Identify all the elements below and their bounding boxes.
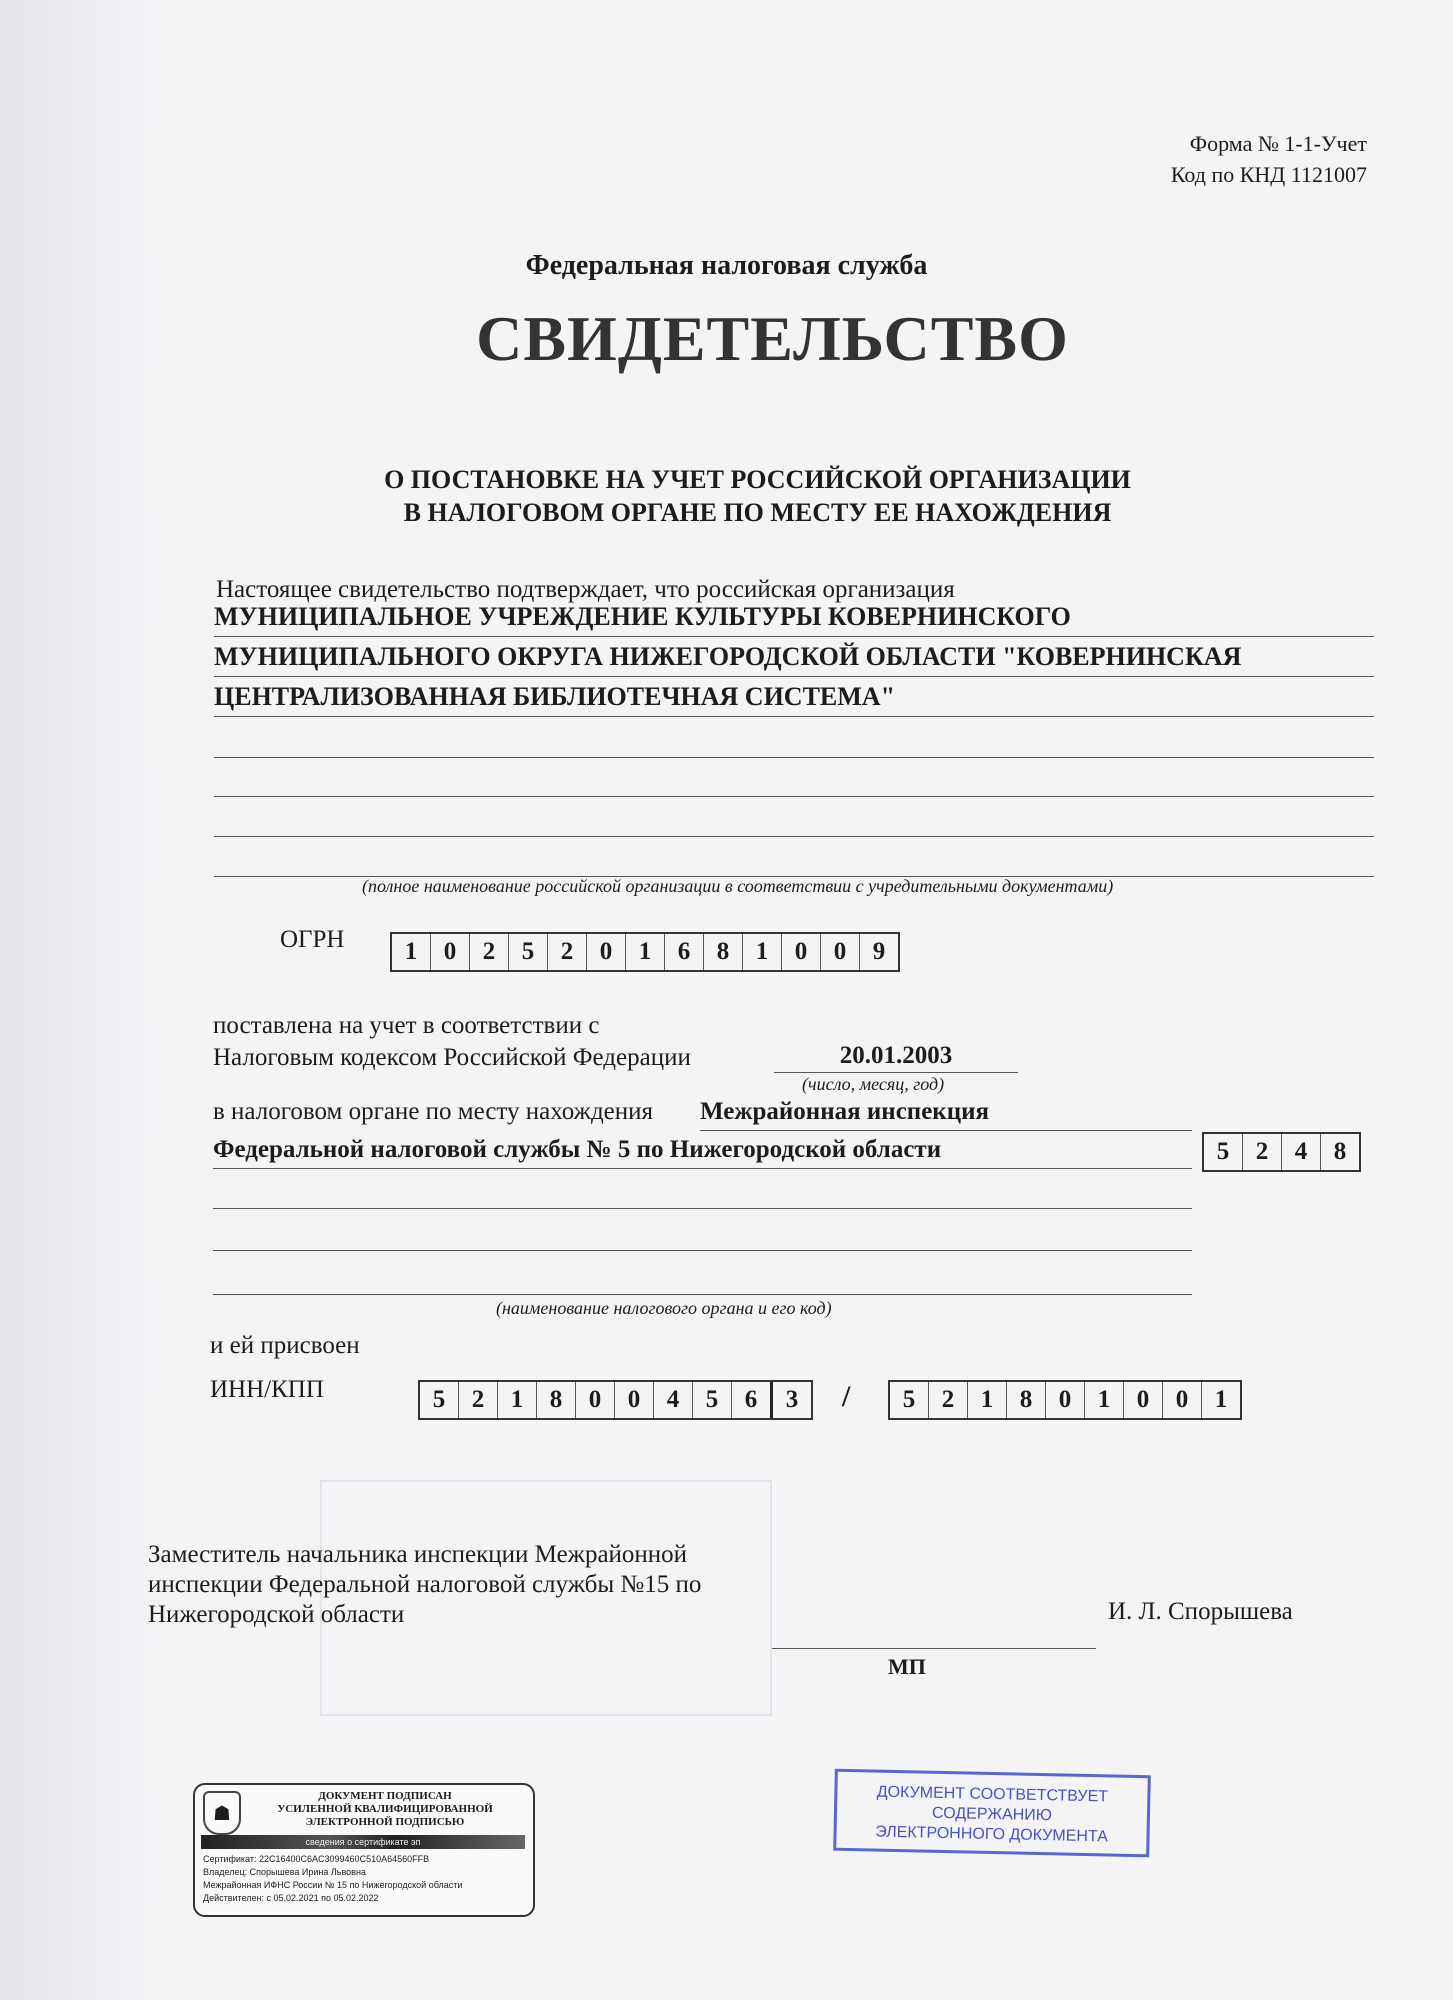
tax-office-code-grid xyxy=(1202,1132,1361,1172)
ogrn-digit: 0 xyxy=(781,934,820,970)
ogrn-digit: 1 xyxy=(404,938,418,965)
tax-office-code-digit: 4 xyxy=(1281,1134,1320,1170)
org-name-line-1: МУНИЦИПАЛЬНОЕ УЧРЕЖДЕНИЕ КУЛЬТУРЫ КОВЕРНИНСКОГО xyxy=(214,600,1374,637)
kpp-digit: 0 xyxy=(1162,1382,1201,1418)
esig-details xyxy=(203,1853,462,1905)
esig-heading-line: ДОКУМЕНТ ПОДПИСАН xyxy=(318,1790,452,1802)
blank-line xyxy=(214,757,1374,758)
document-title: СВИДЕТЕЛЬСТВО xyxy=(476,303,1069,374)
date-caption: (число, месяц, год) xyxy=(802,1074,945,1094)
signer-position-line: Заместитель начальника инспекции Межрайонной xyxy=(148,1541,688,1568)
electronic-signature-block xyxy=(193,1783,535,1917)
ogrn-digit: 6 xyxy=(664,934,703,970)
kpp-digit: 0 xyxy=(1045,1382,1084,1418)
inn-digit: 5 xyxy=(432,1386,446,1413)
signer-position-line: инспекции Федеральной налоговой службы №15 по xyxy=(148,1571,702,1598)
subtitle-line-1: О ПОСТАНОВКЕ НА УЧЕТ РОССИЙСКОЙ ОРГАНИЗАЦИИ xyxy=(384,465,1131,494)
tax-office-code-digit: 8 xyxy=(1320,1134,1359,1170)
inn-grid xyxy=(418,1380,813,1420)
ogrn-digit: 1 xyxy=(742,934,781,970)
inn-digit: 0 xyxy=(614,1382,653,1418)
tax-office-prefix: в налоговом органе по месту нахождения xyxy=(213,1098,654,1125)
blank-line xyxy=(214,836,1374,837)
form-number: Форма № 1-1-Учет xyxy=(1189,131,1367,156)
kpp-digit: 1 xyxy=(967,1382,1006,1418)
knd-code: Код по КНД 1121007 xyxy=(1170,162,1367,187)
kpp-grid xyxy=(888,1380,1242,1420)
tax-office-code-digit: 2 xyxy=(1242,1134,1281,1170)
ogrn-digit: 0 xyxy=(820,934,859,970)
org-name-line-2: МУНИЦИПАЛЬНОГО ОКРУГА НИЖЕГОРОДСКОЙ ОБЛАСТИ "КОВЕРНИНСКАЯ xyxy=(214,640,1374,677)
ogrn-digit: 0 xyxy=(586,934,625,970)
stamp-line-2: ЭЛЕКТРОННОГО ДОКУМЕНТА xyxy=(875,1823,1109,1846)
kpp-digit: 1 xyxy=(1201,1382,1240,1418)
kpp-digit: 2 xyxy=(928,1382,967,1418)
owner-value: Спорышева Ирина Львовна xyxy=(249,1867,366,1877)
tax-office-line-1: Межрайонная инспекция xyxy=(700,1098,1192,1131)
kpp-digit: 1 xyxy=(1084,1382,1123,1418)
signer-position-line: Нижегородской области xyxy=(148,1601,405,1628)
cert-label: Сертификат: xyxy=(203,1854,257,1864)
blank-line xyxy=(213,1294,1192,1295)
ogrn-digit: 0 xyxy=(430,934,469,970)
intro-text: Настоящее свидетельство подтверждает, что российская организация xyxy=(216,576,955,603)
assigned-text: и ей присвоен xyxy=(210,1332,360,1359)
ogrn-digit: 5 xyxy=(508,934,547,970)
kpp-digit: 0 xyxy=(1123,1382,1162,1418)
inn-digit: 1 xyxy=(497,1382,536,1418)
scan-shading xyxy=(0,0,170,2000)
inn-digit: 2 xyxy=(458,1382,497,1418)
ogrn-digit: 1 xyxy=(625,934,664,970)
inn-digit: 8 xyxy=(536,1382,575,1418)
esig-heading xyxy=(245,1790,525,1829)
conformity-stamp xyxy=(833,1769,1151,1858)
signer-name: И. Л. Спорышева xyxy=(1108,1598,1293,1625)
inn-digit: 6 xyxy=(731,1382,770,1418)
emblem-icon: ☗ xyxy=(203,1791,241,1835)
inn-digit: 0 xyxy=(575,1382,614,1418)
issuer: Межрайонная ИФНС России № 15 по Нижегородской области xyxy=(203,1880,463,1890)
agency-name: Федеральная налоговая служба xyxy=(525,250,928,281)
inn-kpp-label: ИНН/КПП xyxy=(210,1376,324,1403)
blank-line xyxy=(213,1208,1192,1209)
inn-digit: 3 xyxy=(770,1382,811,1418)
registered-line-1: поставлена на учет в соответствии с xyxy=(213,1012,600,1039)
signer-position xyxy=(148,1540,701,1630)
esig-heading-line: УСИЛЕННОЙ КВАЛИФИЦИРОВАННОЙ xyxy=(277,1803,493,1815)
ogrn-digit: 9 xyxy=(859,934,898,970)
inn-digit: 5 xyxy=(692,1382,731,1418)
tax-office-code-digit: 5 xyxy=(1216,1138,1230,1165)
subtitle-line-2: В НАЛОГОВОМ ОРГАНЕ ПО МЕСТУ ЕЕ НАХОЖДЕНИЯ xyxy=(403,498,1112,527)
form-header xyxy=(1171,128,1367,190)
ogrn-digit: 8 xyxy=(703,934,742,970)
inn-digit: 4 xyxy=(653,1382,692,1418)
tax-office-line-2: Федеральной налоговой службы № 5 по Нижегородской области xyxy=(213,1136,1192,1169)
esig-bar: сведения о сертификате эп xyxy=(201,1835,525,1849)
registration-date: 20.01.2003 xyxy=(774,1042,1018,1073)
org-name-line-3: ЦЕНТРАЛИЗОВАННАЯ БИБЛИОТЕЧНАЯ СИСТЕМА" xyxy=(214,680,1374,717)
tax-office-caption: (наименование налогового органа и его код) xyxy=(496,1298,832,1318)
document-subtitle xyxy=(0,463,1453,529)
signature-line xyxy=(772,1648,1096,1649)
kpp-digit: 5 xyxy=(902,1386,916,1413)
stamp-line-1: ДОКУМЕНТ СООТВЕТСТВУЕТ СОДЕРЖАНИЮ xyxy=(876,1783,1109,1825)
org-name-caption: (полное наименование российской организации в соответствии с учредительными документами) xyxy=(362,876,1114,896)
blank-line xyxy=(213,1250,1192,1251)
kpp-digit: 8 xyxy=(1006,1382,1045,1418)
owner-label: Владелец: xyxy=(203,1867,248,1877)
valid-value: с 05.02.2021 по 05.02.2022 xyxy=(266,1893,379,1903)
registered-line-2: Налоговым кодексом Российской Федерации xyxy=(213,1044,691,1071)
mp-label: МП xyxy=(888,1654,926,1679)
valid-label: Действителен: xyxy=(203,1893,265,1903)
ogrn-digit: 2 xyxy=(469,934,508,970)
esig-heading-line: ЭЛЕКТРОННОЙ ПОДПИСЬЮ xyxy=(305,1816,465,1828)
ogrn-label: ОГРН xyxy=(280,926,345,953)
blank-line xyxy=(214,796,1374,797)
ogrn-digit: 2 xyxy=(547,934,586,970)
ogrn-grid xyxy=(390,932,900,972)
inn-kpp-separator: / xyxy=(842,1380,851,1413)
cert-value: 22C16400C6AC3099460C510A64560FFB xyxy=(258,1854,430,1864)
